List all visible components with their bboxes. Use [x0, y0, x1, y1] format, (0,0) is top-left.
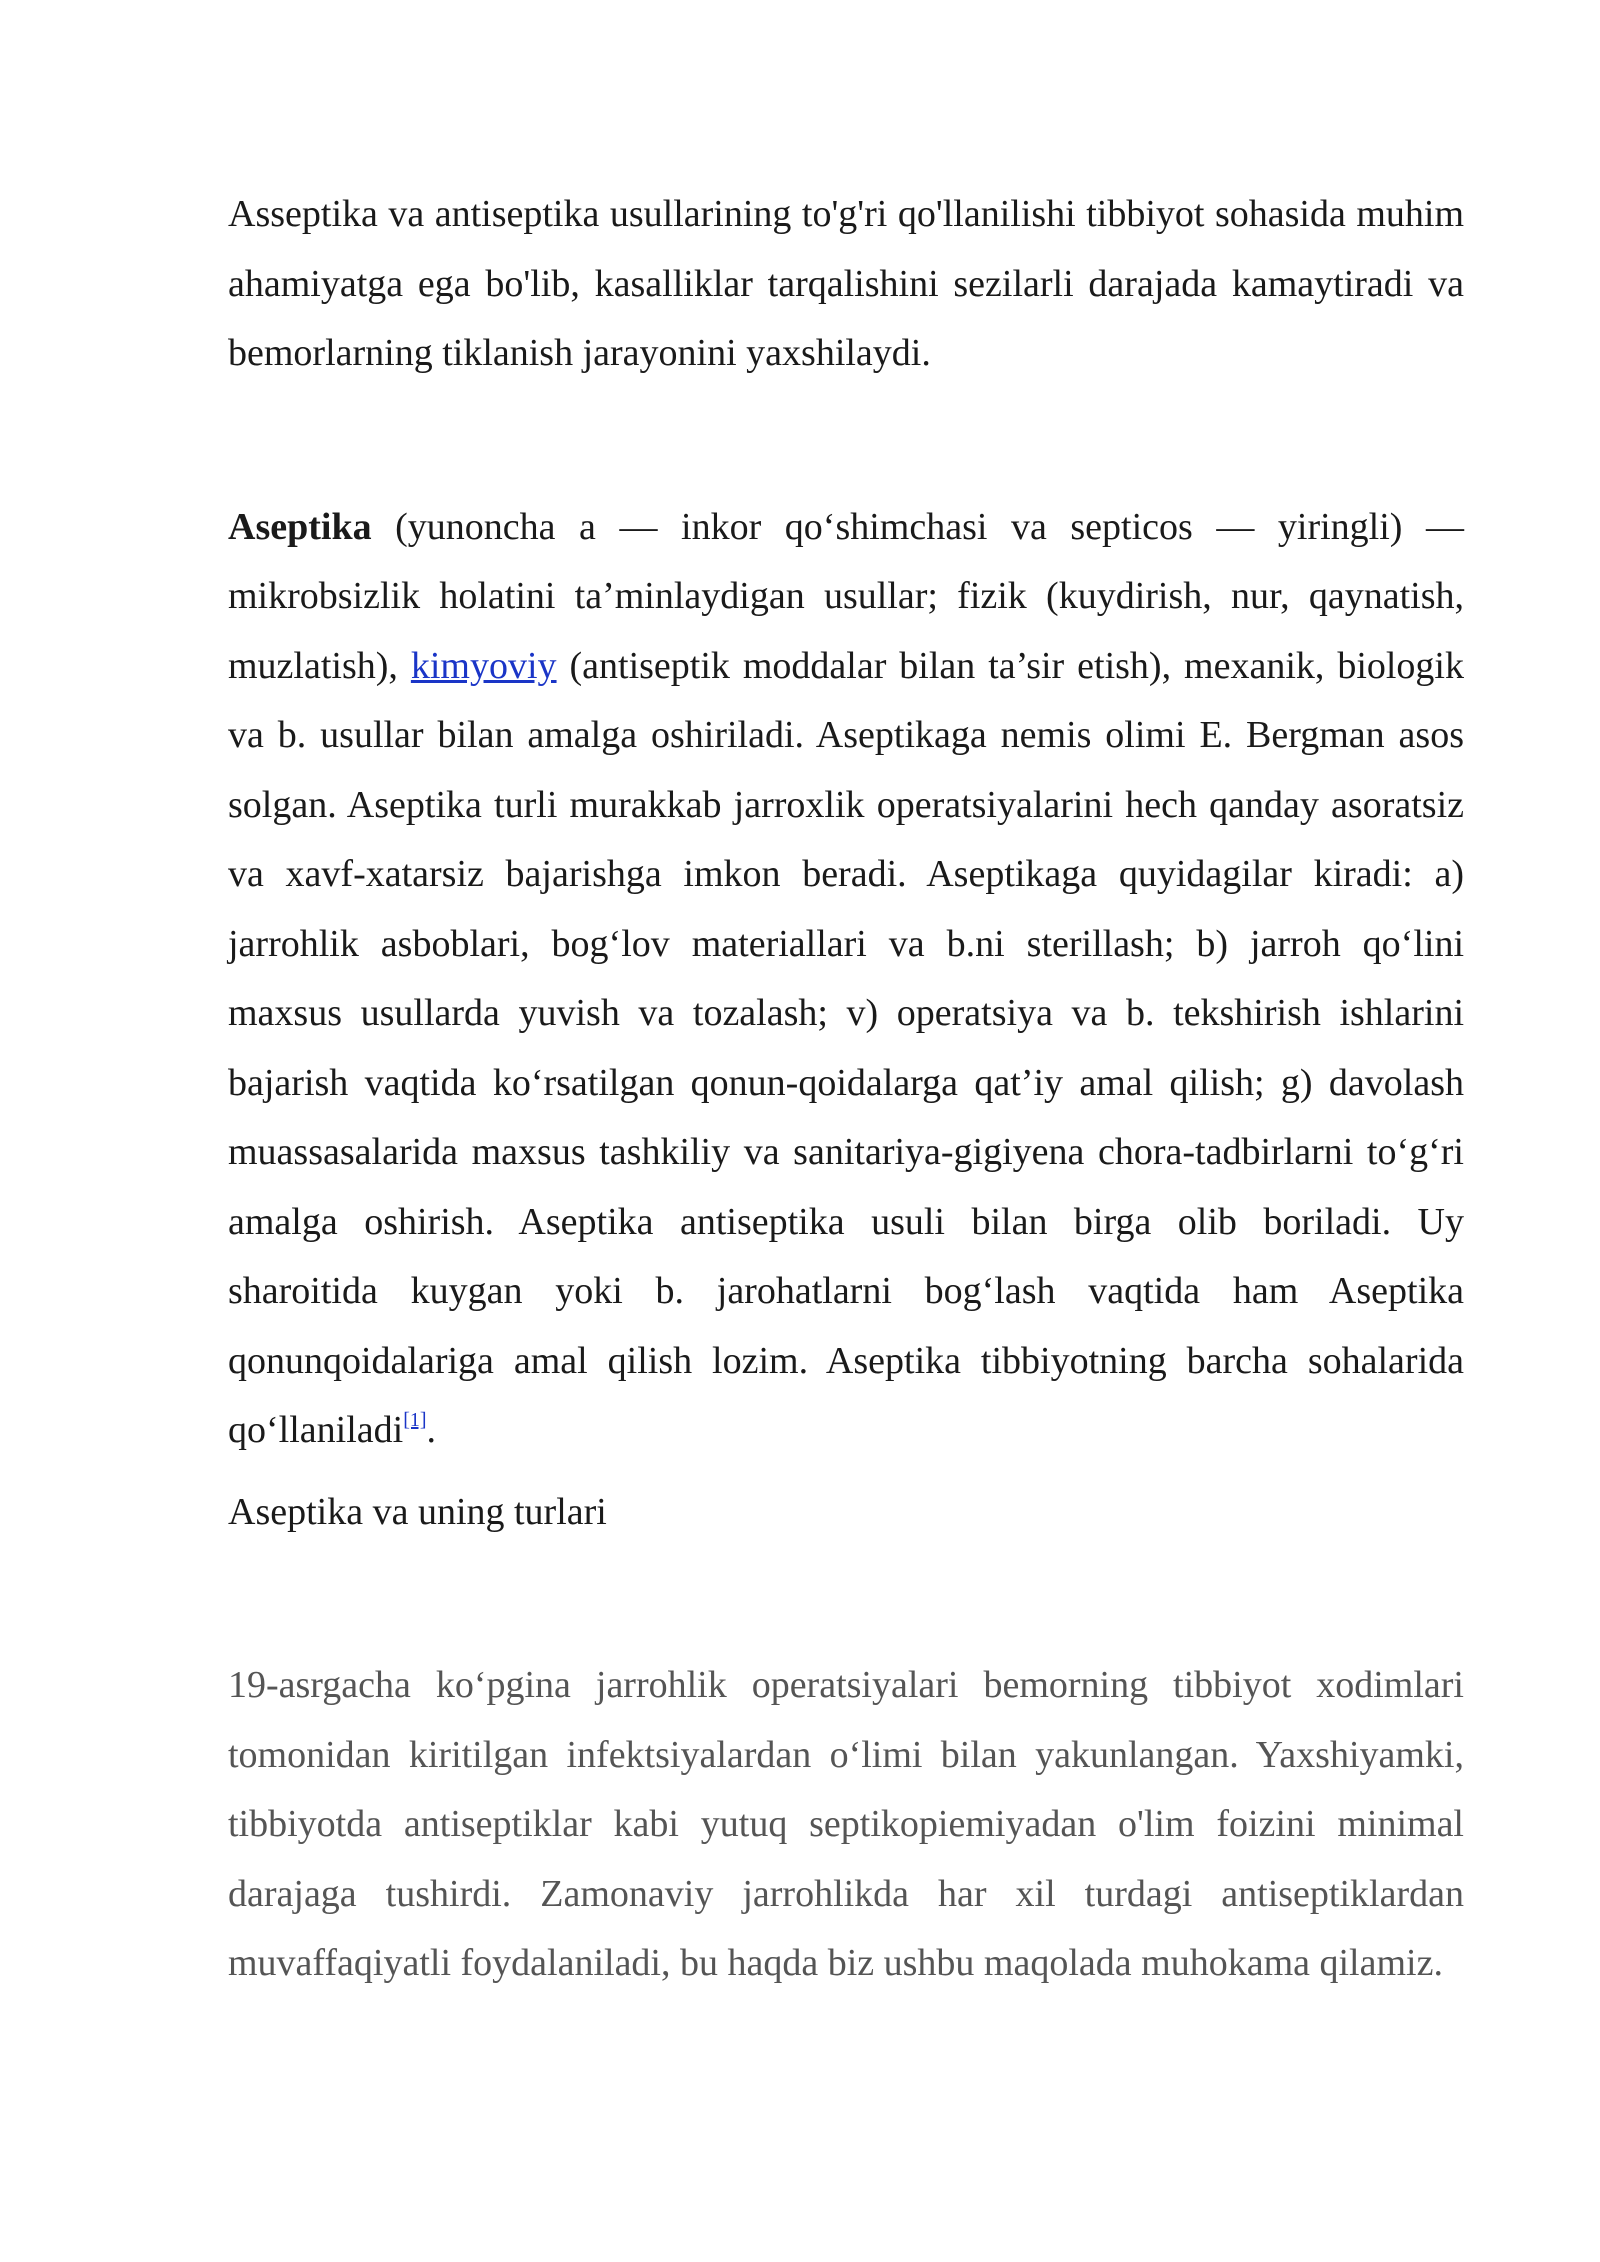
kimyoviy-link[interactable]: kimyoviy	[410, 644, 557, 687]
definition-end: .	[426, 1409, 437, 1451]
term-aseptika: Aseptika	[228, 505, 372, 548]
footnote-ref	[403, 1409, 426, 1431]
definition-text-part1: (yunoncha a — inkor qo‘shimchasi va septicos — yiringli) — mikrobsizlik holatini ta’minlaydigan usullar; fizik (kuydirish, nur, qaynatish, muzlatish),	[228, 505, 1464, 687]
document-body	[228, 180, 1464, 1999]
definition-text-part2: (antiseptik moddalar bilan ta’sir etish), mexanik, biologik va b. usullar bilan amalga oshiriladi. Aseptikaga nemis olimi E. Bergman asos solgan. Aseptika turli murakkab jarroxlik operatsiyalarini hech qanday asoratsiz va xavf-xatarsiz bajarishga imkon beradi. Aseptikaga quyidagilar kiradi: a) jarrohlik asboblari, bog‘lov materiallari va b.ni sterillash; b) jarroh qo‘lini maxsus usullarda yuvish va tozalash; v) operatsiya va b. tekshirish ishlarini bajarish vaqtida ko‘rsatilgan qonun-qoidalarga qat’iy amal qilish; g) davolash muassasalarida maxsus tashkiliy va sanitariya-gigiyena chora-tadbirlarni to‘g‘ri amalga oshirish. Aseptika antiseptika usuli bilan birga olib boriladi. Uy sharoitida kuygan yoki b. jarohatlarni bog‘lash vaqtida ham Aseptika qonunqoidalariga amal qilish lozim. Aseptika tibbiyotning barcha sohalarida qo‘llaniladi	[228, 644, 1464, 1451]
aseptika-definition-paragraph	[228, 493, 1464, 1466]
history-paragraph: 19-asrgacha ko‘pgina jarrohlik operatsiyalari bemorning tibbiyot xodimlari tomonidan kiritilgan infektsiyalardan o‘limi bilan yakunlangan. Yaxshiyamki, tibbiyotda antiseptiklar kabi yutuq septikopiemiyadan o'lim foizini minimal darajaga tushirdi. Zamonaviy jarrohlikda har xil turdagi antiseptiklardan muvaffaqiyatli foydalaniladi, bu haqda biz ushbu maqolada muhokama qilamiz.	[228, 1664, 1464, 1984]
section-heading: Aseptika va uning turlari	[228, 1490, 607, 1533]
footnote-link[interactable]: [1]	[403, 1409, 427, 1431]
intro-paragraph: Asseptika va antiseptika usullarining to'g'ri qo'llanilishi tibbiyot sohasida muhim ahamiyatga ega bo'lib, kasalliklar tarqalishini sezilarli darajada kamaytiradi va bemorlarning tiklanish jarayonini yaxshilaydi.	[228, 193, 1464, 374]
